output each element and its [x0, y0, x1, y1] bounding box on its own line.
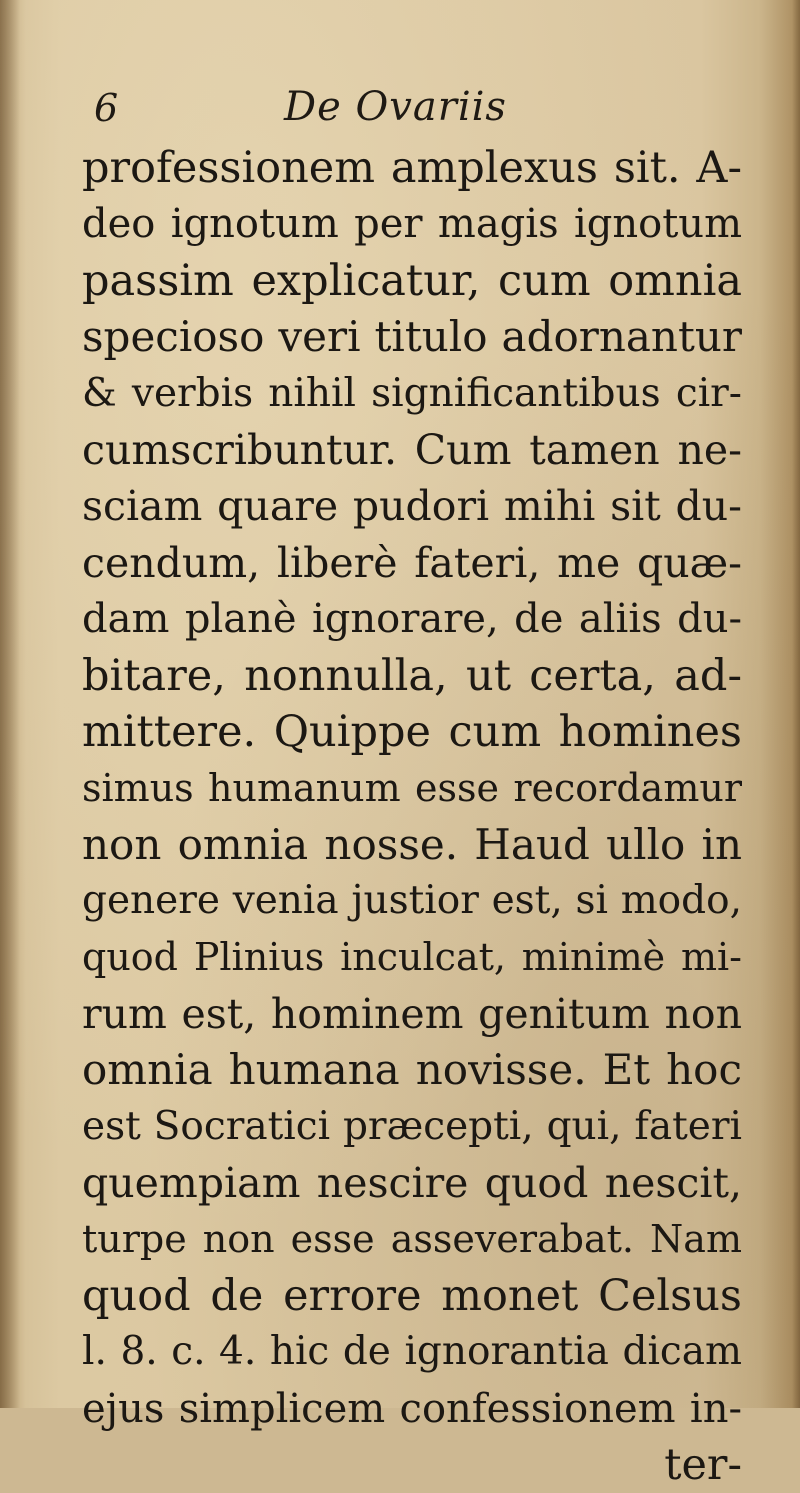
page-header [94, 80, 744, 140]
body-text [82, 140, 742, 1493]
text-line: turpe non esse asseverabat. Nam [82, 1217, 742, 1262]
text-line: ejus simplicem confessionem in- [82, 1385, 742, 1432]
page-number: 6 [94, 86, 119, 130]
text-line: rum est, hominem genitum non [82, 989, 742, 1038]
text-line: quod de errore monet Celsus [82, 1270, 742, 1321]
text-line: omnia humana novisse. Et hoc [82, 1045, 742, 1095]
text-line: sciam quare pudori mihi sit du- [82, 482, 742, 531]
text-line: non omnia nosse. Haud ullo in [82, 819, 742, 869]
text-line: professionem amplexus sit. A- [82, 143, 742, 193]
page-gutter-shadow [0, 0, 20, 1408]
text-line: quod Plinius inculcat, minimè mi- [82, 935, 742, 980]
text-line: passim explicatur, cum omnia [82, 255, 742, 306]
text-line: cendum, liberè fateri, me quæ- [82, 538, 742, 587]
text-line: mittere. Quippe cum homines [82, 706, 742, 757]
text-line: & verbis nihil significantibus cir- [82, 370, 742, 416]
page-edge-shadow [792, 0, 800, 1408]
text-line: dam planè ignorare, de aliis du- [82, 596, 742, 643]
text-line: cumscribuntur. Cum tamen ne- [82, 425, 742, 474]
text-line: l. 8. c. 4. hic de ignorantia dicam [82, 1329, 742, 1375]
text-line: bitare, nonnulla, ut certa, ad- [82, 650, 742, 701]
text-line: genere venia justior est, si modo, [82, 878, 742, 924]
text-line: simus humanum esse recordamur [82, 766, 742, 811]
text-line: est Socratici præcepti, qui, fateri [82, 1103, 742, 1149]
text-line: quempiam nescire quod nescit, [82, 1159, 742, 1208]
catchword: ter- [664, 1439, 742, 1490]
running-head: De Ovariis [284, 84, 507, 130]
text-line: specioso veri titulo adornantur [82, 312, 742, 362]
text-line: deo ignotum per magis ignotum [82, 201, 742, 248]
